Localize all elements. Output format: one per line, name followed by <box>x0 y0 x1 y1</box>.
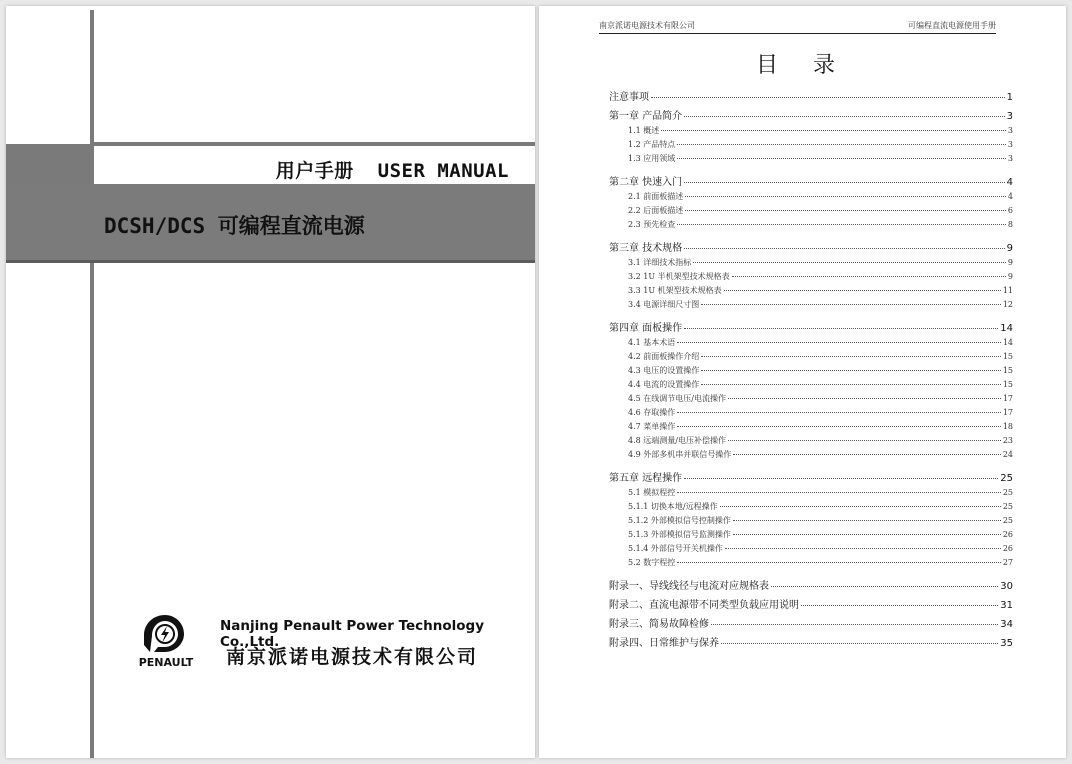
toc-entry-page: 14 <box>1002 338 1013 347</box>
toc-entry-title: 4.4 电流的设置操作 <box>628 380 700 389</box>
toc-entry-page: 26 <box>1002 544 1013 553</box>
toc-entry-page: 31 <box>1000 600 1013 611</box>
toc-entry-page: 3 <box>1007 126 1013 135</box>
toc-leader-dots <box>724 290 1001 291</box>
toc-entry-title: 第一章 产品简介 <box>609 111 683 122</box>
cover-horizontal-rule <box>90 142 535 146</box>
toc-leader-dots <box>684 248 1004 249</box>
toc-section-entry[interactable] <box>609 407 1013 418</box>
toc-leader-dots <box>693 262 1006 263</box>
toc-entry-title: 5.1.1 切换本地/远程操作 <box>628 502 718 511</box>
toc-entry-title: 5.1.4 外部信号开关机操作 <box>628 544 723 553</box>
toc-entry-title: 1.2 产品特点 <box>628 140 676 149</box>
toc-section-entry[interactable] <box>609 557 1013 568</box>
toc-chapter-entry[interactable] <box>609 173 1013 188</box>
toc-section-entry[interactable] <box>609 435 1013 446</box>
toc-leader-dots <box>684 116 1004 117</box>
toc-entry-page: 26 <box>1002 530 1013 539</box>
toc-entry-title: 3.1 详细技术指标 <box>628 258 692 267</box>
toc-entry-page: 15 <box>1002 352 1013 361</box>
toc-entry-title: 3.3 1U 机架型技术规格表 <box>628 286 722 295</box>
toc-chapter-entry[interactable] <box>609 615 1013 630</box>
toc-entry-title: 附录一、导线线径与电流对应规格表 <box>609 581 769 592</box>
toc-section-entry[interactable] <box>609 219 1013 230</box>
toc-heading: 目 录 <box>756 53 849 78</box>
toc-entry-page: 3 <box>1007 154 1013 163</box>
toc-leader-dots <box>684 182 1004 183</box>
toc-entry-title: 5.1.3 外部模拟信号监测操作 <box>628 530 731 539</box>
toc-entry-title: 2.3 预先检查 <box>628 220 676 229</box>
toc-leader-dots <box>677 158 1006 159</box>
toc-entry-title: 1.1 概述 <box>628 126 660 135</box>
toc-section-entry[interactable] <box>609 529 1013 540</box>
toc-leader-dots <box>677 412 1001 413</box>
logo-wordmark: PENAULT <box>138 656 194 669</box>
toc-leader-dots <box>677 224 1006 225</box>
toc-entry-page: 4 <box>1007 192 1013 201</box>
toc-section-entry[interactable] <box>609 365 1013 376</box>
cover-band-edge <box>6 260 535 263</box>
toc-leader-dots <box>701 304 1001 305</box>
toc-entry-page: 27 <box>1002 558 1013 567</box>
toc-leader-dots <box>677 342 1001 343</box>
toc-leader-dots <box>685 196 1006 197</box>
toc-chapter-entry[interactable] <box>609 634 1013 649</box>
toc-leader-dots <box>733 520 1001 521</box>
toc-section-entry[interactable] <box>609 191 1013 202</box>
toc-entry-page: 18 <box>1002 422 1013 431</box>
toc-section-entry[interactable] <box>609 487 1013 498</box>
toc-entry-title: 4.6 存取操作 <box>628 408 676 417</box>
toc-entry-page: 4 <box>1006 177 1013 188</box>
manual-label: 用户手册 USER MANUAL <box>275 160 509 182</box>
toc-entry-page: 1 <box>1006 92 1013 103</box>
toc-entry-page: 35 <box>1000 638 1013 649</box>
toc-entry-title: 4.3 电压的设置操作 <box>628 366 700 375</box>
toc-leader-dots <box>701 356 1001 357</box>
toc-entry-page: 8 <box>1007 220 1013 229</box>
toc-section-entry[interactable] <box>609 285 1013 296</box>
toc-chapter-entry[interactable] <box>609 319 1013 334</box>
toc-entry-title: 附录四、日常维护与保养 <box>609 638 719 649</box>
toc-section-entry[interactable] <box>609 337 1013 348</box>
toc-entry-page: 23 <box>1002 436 1013 445</box>
toc-chapter-entry[interactable] <box>609 577 1013 592</box>
cover-grey-block <box>6 144 90 184</box>
toc-leader-dots <box>728 398 1001 399</box>
toc-leader-dots <box>728 440 1001 441</box>
toc-leader-dots <box>711 624 998 625</box>
toc-section-entry[interactable] <box>609 379 1013 390</box>
toc-entry-title: 1.3 应用领域 <box>628 154 676 163</box>
toc-leader-dots <box>733 534 1001 535</box>
toc-section-entry[interactable] <box>609 205 1013 216</box>
toc-section-entry[interactable] <box>609 257 1013 268</box>
company-name-en: Nanjing Penault Power Technology Co.,Ltd. <box>220 618 485 650</box>
toc-entry-page: 30 <box>1000 581 1013 592</box>
toc-leader-dots <box>651 97 1005 98</box>
toc-entry-page: 12 <box>1002 300 1013 309</box>
toc-entry-title: 3.4 电源详细尺寸图 <box>628 300 700 309</box>
toc-leader-dots <box>733 454 1001 455</box>
toc-section-entry[interactable] <box>609 351 1013 362</box>
toc-chapter-entry[interactable] <box>609 88 1013 103</box>
toc-chapter-entry[interactable] <box>609 107 1013 122</box>
toc-entry-page: 15 <box>1002 366 1013 375</box>
toc-entry-title: 4.8 远端测量/电压补偿操作 <box>628 436 726 445</box>
toc-entry-page: 3 <box>1006 111 1013 122</box>
toc-entry-page: 25 <box>1002 488 1013 497</box>
toc-leader-dots <box>701 370 1001 371</box>
toc-leader-dots <box>725 548 1001 549</box>
toc-entry-title: 第四章 面板操作 <box>609 323 683 334</box>
toc-entry-page: 25 <box>1002 516 1013 525</box>
toc-section-entry[interactable] <box>609 153 1013 164</box>
toc-leader-dots <box>661 130 1006 131</box>
lightning-bolt-icon <box>140 612 190 656</box>
toc-chapter-entry[interactable] <box>609 239 1013 254</box>
toc-entry-title: 附录二、直流电源带不同类型负载应用说明 <box>609 600 799 611</box>
toc-leader-dots <box>771 586 998 587</box>
toc-entry-page: 3 <box>1007 140 1013 149</box>
toc-page <box>539 6 1066 758</box>
toc-entry-title: 第五章 远程操作 <box>609 473 683 484</box>
toc-entry-page: 25 <box>1002 502 1013 511</box>
toc-entry-page: 9 <box>1006 243 1013 254</box>
product-title: DCSH/DCS 可编程直流电源 <box>104 214 365 238</box>
toc-leader-dots <box>677 492 1001 493</box>
toc-entry-page: 6 <box>1007 206 1013 215</box>
toc-entry-title: 4.1 基本术语 <box>628 338 676 347</box>
toc-chapter-entry[interactable] <box>609 469 1013 484</box>
toc-entry-title: 附录三、简易故障检修 <box>609 619 709 630</box>
toc-section-entry[interactable] <box>609 125 1013 136</box>
toc-leader-dots <box>677 426 1001 427</box>
toc-section-entry[interactable] <box>609 393 1013 404</box>
header-doc-title: 可编程直流电源使用手册 <box>908 21 996 30</box>
toc-leader-dots <box>701 384 1001 385</box>
toc-entry-title: 3.2 1U 半机架型技术规格表 <box>628 272 730 281</box>
running-header <box>599 20 996 34</box>
toc-entry-title: 4.5 在线调节电压/电流操作 <box>628 394 726 403</box>
toc-entry-title: 4.9 外部多机串并联信号操作 <box>628 450 732 459</box>
toc-entry-page: 34 <box>1000 619 1013 630</box>
toc-entry-title: 5.1.2 外部模拟信号控制操作 <box>628 516 731 525</box>
toc-leader-dots <box>721 643 998 644</box>
toc-leader-dots <box>677 562 1001 563</box>
toc-leader-dots <box>684 328 998 329</box>
toc-entry-title: 4.2 前面板操作介绍 <box>628 352 700 361</box>
header-company: 南京派诺电源技术有限公司 <box>599 21 695 30</box>
toc-leader-dots <box>732 276 1006 277</box>
company-name-cn: 南京派诺电源技术有限公司 <box>226 646 479 668</box>
toc-section-entry[interactable] <box>609 449 1013 460</box>
cover-vertical-rule <box>90 10 94 758</box>
toc-entry-title: 2.2 后面板描述 <box>628 206 684 215</box>
toc-chapter-entry[interactable] <box>609 596 1013 611</box>
toc-entry-page: 14 <box>1000 323 1013 334</box>
toc-entry-page: 15 <box>1002 380 1013 389</box>
toc-section-entry[interactable] <box>609 501 1013 512</box>
toc-section-entry[interactable] <box>609 139 1013 150</box>
toc-leader-dots <box>677 144 1006 145</box>
toc-entry-title: 4.7 菜单操作 <box>628 422 676 431</box>
toc-entry-page: 25 <box>1000 473 1013 484</box>
toc-entry-title: 2.1 前面板描述 <box>628 192 684 201</box>
toc-entry-page: 24 <box>1002 450 1013 459</box>
toc-entry-page: 17 <box>1002 394 1013 403</box>
toc-entry-page: 9 <box>1007 272 1013 281</box>
toc-entry-title: 注意事项 <box>609 92 649 103</box>
toc-section-entry[interactable] <box>609 271 1013 282</box>
cover-page <box>6 6 535 758</box>
toc-entry-title: 5.2 数字程控 <box>628 558 676 567</box>
toc-leader-dots <box>801 605 998 606</box>
toc-entry-title: 第二章 快速入门 <box>609 177 683 188</box>
toc-leader-dots <box>720 506 1001 507</box>
toc-entry-title: 第三章 技术规格 <box>609 243 683 254</box>
toc-leader-dots <box>684 478 998 479</box>
toc-section-entry[interactable] <box>609 515 1013 526</box>
toc-section-entry[interactable] <box>609 543 1013 554</box>
toc-entry-page: 17 <box>1002 408 1013 417</box>
toc-entry-title: 5.1 模拟程控 <box>628 488 676 497</box>
toc-leader-dots <box>685 210 1006 211</box>
toc-entry-page: 11 <box>1002 286 1013 295</box>
toc-section-entry[interactable] <box>609 299 1013 310</box>
company-logo <box>134 612 198 670</box>
toc-entry-page: 9 <box>1007 258 1013 267</box>
toc-section-entry[interactable] <box>609 421 1013 432</box>
